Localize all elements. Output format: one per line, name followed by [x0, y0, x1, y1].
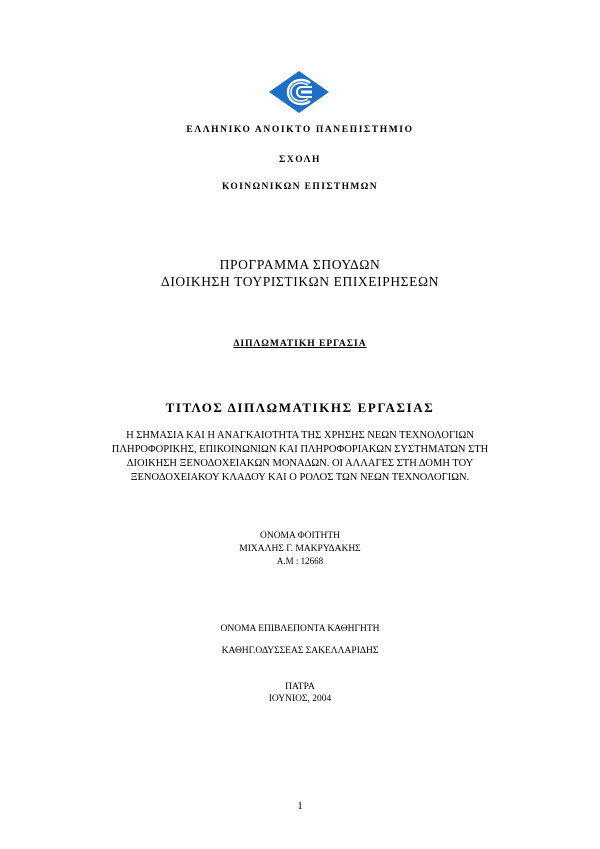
- student-registration-number: Α.Μ : 12668: [276, 556, 324, 566]
- supervisor-label: ΟΝΟΜΑ ΕΠΙΒΛΕΠΟΝΤΑ ΚΑΘΗΓΗΤΗ: [220, 624, 380, 634]
- place: ΠΑΤΡΑ: [285, 682, 315, 692]
- title-line-4: ΞΕΝΟΔΟΧΕΙΑΚΟΥ ΚΛΑΔΟΥ ΚΑΙ Ο ΡΟΛΟΣ ΤΩΝ ΝΕΩΝ ΤΕΧΝΟΛΟΓΙΩΝ.: [130, 472, 470, 483]
- program-line-2: ΔΙΟΙΚΗΣΗ ΤΟΥΡΙΣΤΙΚΩΝ ΕΠΙΧΕΙΡΗΣΕΩΝ: [161, 274, 439, 289]
- student-name: ΜΙΧΑΛΗΣ Γ. ΜΑΚΡΥΔΑΚΗΣ: [239, 544, 361, 554]
- title-line-1: Η ΣΗΜΑΣΙΑ ΚΑΙ Η ΑΝΑΓΚΑΙΟΤΗΤΑ ΤΗΣ ΧΡΗΣΗΣ ΝΕΩΝ ΤΕΧΝΟΛΟΓΙΩΝ: [126, 430, 474, 441]
- title-heading: ΤΙΤΛΟΣ ΔΙΠΛΩΜΑΤΙΚΗΣ ΕΡΓΑΣΙΑΣ: [165, 400, 435, 415]
- title-line-2: ΠΛΗΡΟΦΟΡΙΚΗΣ, ΕΠΙΚΟΙΝΩΝΙΩΝ ΚΑΙ ΠΛΗΡΟΦΟΡΙΑΚΩΝ ΣΥΣΤΗΜΑΤΩΝ ΣΤΗ: [111, 444, 489, 455]
- title-line-3: ΔΙΟΙΚΗΣΗ ΞΕΝΟΔΟΧΕΙΑΚΩΝ ΜΟΝΑΔΩΝ. ΟΙ ΑΛΛΑΓΕΣ ΣΤΗ ΔΟΜΗ ΤΟΥ: [126, 458, 474, 469]
- eap-logo-icon: [268, 70, 330, 114]
- faculty-name: ΚΟΙΝΩΝΙΚΩΝ ΕΠΙΣΤΗΜΩΝ: [221, 182, 379, 192]
- university-name: ΕΛΛΗΝΙΚΟ ΑΝΟΙΚΤΟ ΠΑΝΕΠΙΣΤΗΜΙΟ: [186, 125, 414, 135]
- supervisor-name: ΚΑΘΗΓ.ΟΔΥΣΣΕΑΣ ΣΑΚΕΛΛΑΡΙΔΗΣ: [221, 646, 379, 656]
- program-line-1: ΠΡΟΓΡΑΜΜΑ ΣΠΟΥΔΩΝ: [219, 257, 381, 272]
- page-number: 1: [297, 800, 303, 812]
- date: ΙΟΥΝΙΟΣ, 2004: [268, 694, 332, 704]
- thesis-label: ΔΙΠΛΩΜΑΤΙΚΗ ΕΡΓΑΣΙΑ: [233, 339, 367, 349]
- student-name-label: ΟΝΟΜΑ ΦΟΙΤΗΤΗ: [259, 531, 341, 541]
- school-label: ΣΧΟΛΗ: [279, 155, 321, 165]
